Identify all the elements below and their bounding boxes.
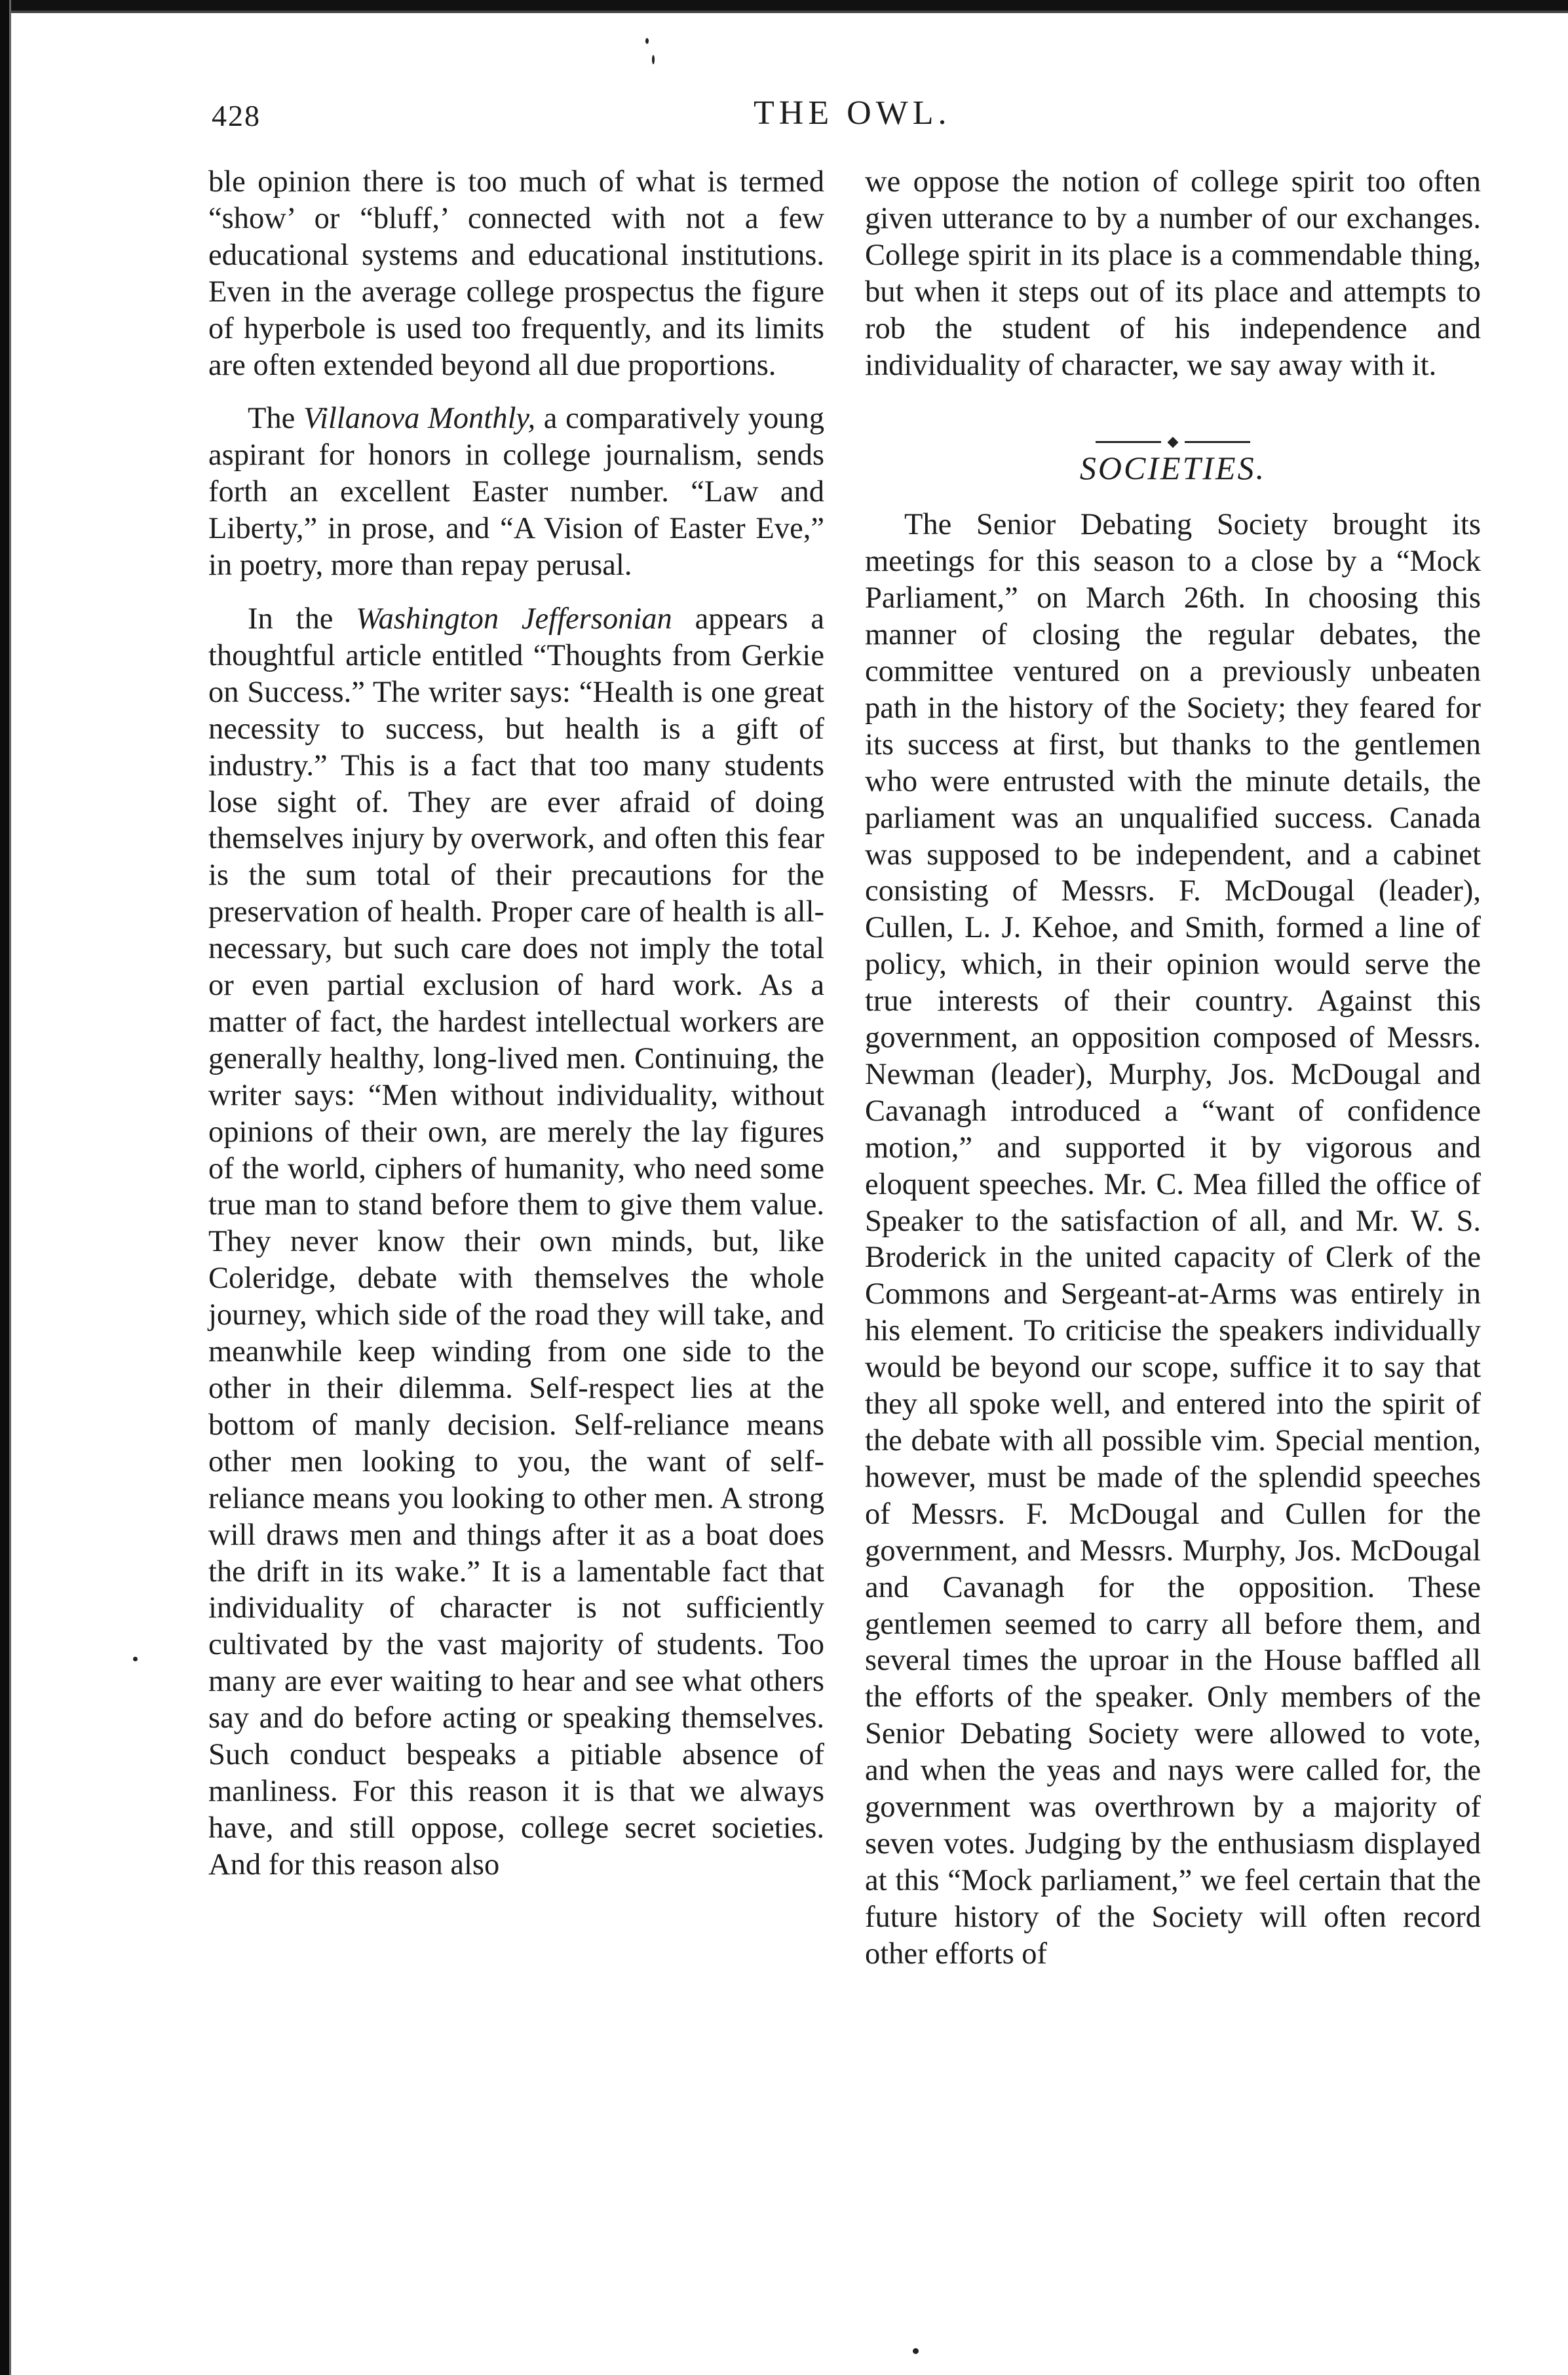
divider-line xyxy=(1185,441,1250,443)
page-top-border xyxy=(0,0,1568,10)
left-column xyxy=(208,164,824,1883)
divider-line xyxy=(1096,441,1161,443)
running-title: THE OWL. xyxy=(754,94,951,132)
print-speck xyxy=(913,2348,919,2354)
page-left-edge xyxy=(0,0,13,2375)
print-speck xyxy=(652,55,655,64)
print-speck xyxy=(133,1657,138,1661)
text-run: appears a thoughtful article entitled “Thoughts from Gerkie on Success.” The writer says: “Health is one great necessity to success, but health is a gift of industry.” This is a fact that too many students lose sight of. They are ever afraid of doing themselves injury by overwork, and often this fear is the sum total of their precautions for the preservation of health. Proper care of health is all-necessary, but such care does not imply the total or even partial exclusion of hard work. As a matter of fact, the hardest intellectual workers are generally healthy, long-lived men. Continuing, the writer says: “Men without individuality, without opinions of their own, are merely the lay figures of the world, ciphers of humanity, who need some true man to stand before them to give them value. They never know their own minds, but, like Coleridge, debate with themselves the whole journey, which side of the road they will take, and meanwhile keep winding from one side to the other in their dilemma. Self-respect lies at the bottom of manly decision. Self-reliance means other men looking to you, the want of self-reliance means you looking to other men. A strong will draws men and things after it as a boat does the drift in its wake.” It is a lamentable fact that individuality of character is not sufficiently cultivated by the vast majority of students. Too many are ever waiting to hear and see what others say and do before acting or speaking themselves. Such conduct bespeaks a pitiable absence of manliness. For this reason it is that we always have, and still oppose, college secret societies. And for this reason also xyxy=(208,602,825,1882)
page-top-border-thin xyxy=(0,10,1568,13)
diamond-icon xyxy=(1168,436,1179,448)
paragraph-mock-parliament: The Senior Debating Society brought its meetings for this season to a close by a “Mock Parliament,” on March 26th. In choosing this manner of closing the regular debates, the committee ventured on a previously unbeaten path in the history of the Society; they feared for its success at first, but thanks to the gentlemen who were entrusted with the minute details, the parliament was an unqualified success. Canada was supposed to be independent, and a cabinet consisting of Messrs. F. McDougal (leader), Cullen, L. J. Kehoe, and Smith, formed a line of policy, which, in their opinion would serve the true interests of their country. Against this government, an opposition composed of Messrs. Newman (leader), Murphy, Jos. McDougal and Cavanagh introduced a “want of confidence motion,” and supported it by vigorous and eloquent speeches. Mr. C. Mea filled the office of Speaker to the satisfaction of all, and Mr. W. S. Broderick in the united capacity of Clerk of the Commons and Sergeant-at-Arms was entirely in his element. To criticise the speakers individually would be beyond our scope, suffice it to say that they all spoke well, and entered into the spirit of the debate with all possible vim. Special mention, however, must be made of the splendid speeches of Messrs. F. McDougal and Cullen for the government, and Messrs. Murphy, Jos. McDougal and Cavanagh for the opposition. These gentlemen seemed to carry all before them, and several times the uproar in the House baffled all the efforts of the speaker. Only members of the Senior Debating Society were allowed to vote, and when the yeas and nays were called for, the government was overthrown by a majority of seven votes. Judging by the enthusiasm displayed at this “Mock parliament,” we feel certain that the future history of the Society will often record other efforts of xyxy=(865,508,1481,1971)
right-column xyxy=(865,164,1481,1973)
text-run: In the xyxy=(248,602,334,636)
section-heading: SOCIETIES. xyxy=(1079,450,1267,487)
paragraph-college-spirit: we oppose the notion of college spirit too often given utterance to by a number of our exchanges. College spirit in its place is a commendable thing, but when it steps out of its place and attempts to rob the student of his independence and individuality of character, we say away with it. xyxy=(865,165,1481,382)
print-speck xyxy=(645,38,649,44)
section-divider-ornament xyxy=(865,421,1481,448)
text-run: The xyxy=(248,402,296,436)
publication-title: Washington Jeffersonian xyxy=(356,602,672,636)
paragraph-continuation: ble opinion there is too much of what is termed “show’ or “bluff,’ connected with not a few educational systems and educational institutions. Even in the average college prospectus the figure of hyperbole is used too frequently, and its limits are often extended beyond all due proportions. xyxy=(208,165,824,382)
publication-title: Villanova Monthly, xyxy=(303,402,536,436)
page-number: 428 xyxy=(212,99,261,132)
text-run: a comparatively young aspirant for honors in college journalism, sends forth an excellent Easter number. “Law and Liberty,” in prose, and “A Vision of Easter Eve,” in poetry, more than repay perusal. xyxy=(208,402,825,583)
paragraph-villanova xyxy=(208,400,824,584)
paragraph-washington-jeffersonian xyxy=(208,601,824,1883)
